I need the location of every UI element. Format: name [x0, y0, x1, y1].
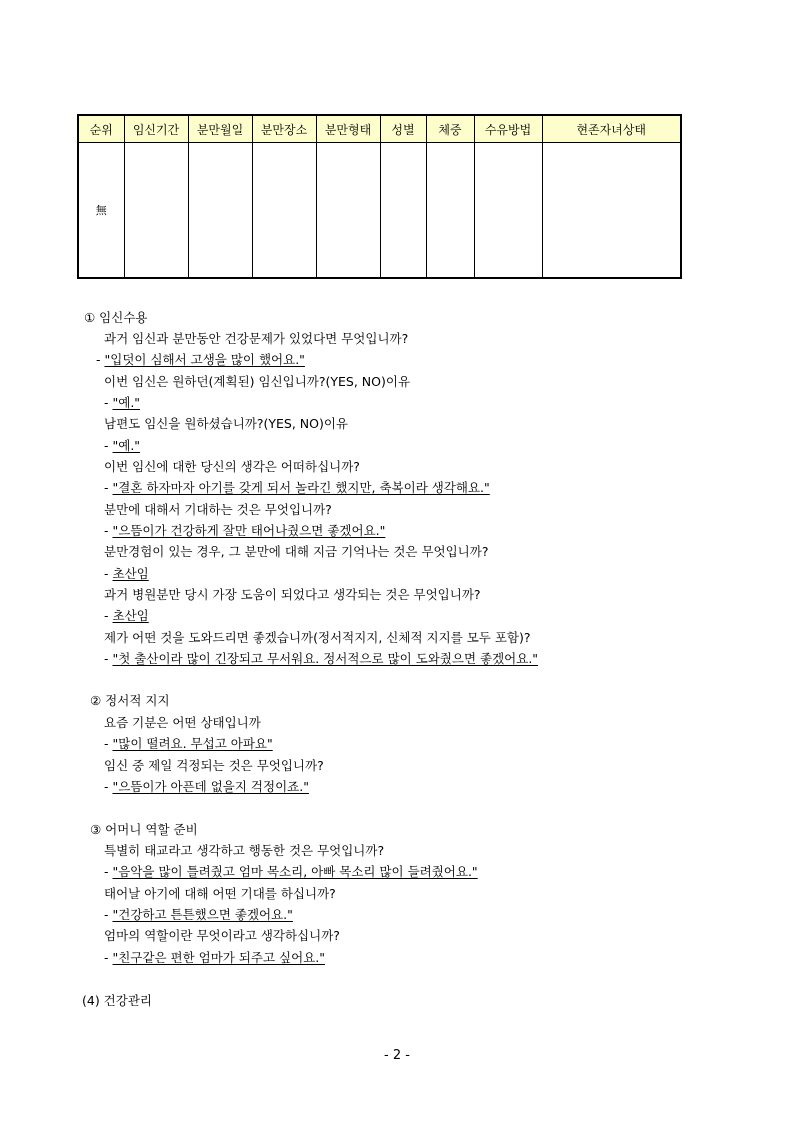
table-cell	[426, 143, 474, 279]
table-cell	[316, 143, 380, 279]
dash: -	[104, 480, 109, 495]
col-header-feeding-method: 수유방법	[474, 115, 542, 143]
dash: -	[104, 779, 109, 794]
table-cell	[474, 143, 542, 279]
answer-text: "친구같은 편한 엄마가 되주고 싶어요."	[112, 950, 325, 965]
col-header-children-status: 현존자녀상태	[542, 115, 681, 143]
answer-text: "예."	[112, 395, 141, 410]
col-header-delivery-type: 분만형태	[316, 115, 380, 143]
answer	[104, 649, 538, 667]
answer-text: "예."	[112, 438, 141, 453]
question: 과거 임신과 분만동안 건강문제가 있었다면 무엇입니까?	[104, 331, 409, 346]
question: 임신 중 제일 걱정되는 것은 무엇입니까?	[104, 758, 324, 773]
col-header-delivery-date: 분만월일	[188, 115, 252, 143]
answer	[104, 948, 325, 966]
table-cell	[124, 143, 188, 279]
table-cell: 無	[78, 143, 124, 279]
answer-text: "음악을 많이 틀려줬고 엄마 목소리, 아빠 목소리 많이 들려줬어요."	[112, 864, 478, 879]
answer-text: "첫 출산이라 많이 긴장되고 무서워요. 정서적으로 많이 도와줬으면 좋겠어요."	[112, 651, 539, 666]
dash: -	[104, 864, 109, 879]
table-cell	[542, 143, 681, 279]
answer	[104, 606, 149, 624]
dash: -	[104, 523, 109, 538]
answer	[104, 478, 490, 496]
question: 이번 임신에 대한 당신의 생각은 어떠하십니까?	[104, 459, 360, 474]
answer-text: "으뜸이가 건강하게 잘만 태어나줬으면 좋겠어요."	[112, 523, 386, 538]
answer-text: "건강하고 튼튼했으면 좋겠어요."	[112, 907, 293, 922]
dash: -	[104, 651, 109, 666]
col-header-delivery-place: 분만장소	[252, 115, 316, 143]
question: 과거 병원분만 당시 가장 도움이 되었다고 생각되는 것은 무엇입니까?	[104, 587, 481, 602]
answer	[104, 564, 149, 582]
dash: -	[104, 438, 109, 453]
table-cell	[380, 143, 426, 279]
answer	[104, 734, 273, 752]
answer	[96, 350, 305, 368]
dash: -	[104, 907, 109, 922]
page-number: - 2 -	[384, 1048, 410, 1063]
question: 특별히 태교라고 생각하고 행동한 것은 무엇입니까?	[104, 843, 385, 858]
answer-text: 초산임	[112, 566, 149, 581]
answer-text: "결혼 하자마자 아기를 갖게 되서 놀라긴 했지만, 축복이라 생각해요."	[112, 480, 490, 495]
question: 엄마의 역할이란 무엇이라고 생각하십니까?	[104, 928, 340, 943]
answer-text: "으뜸이가 아픈데 없을지 걱정이죠."	[112, 779, 309, 794]
dash: -	[104, 736, 109, 751]
answer	[104, 777, 309, 795]
dash: -	[104, 950, 109, 965]
answer	[104, 905, 293, 923]
section-title-mother-role: ③ 어머니 역할 준비	[90, 822, 198, 837]
table-row	[78, 143, 681, 279]
table-cell	[252, 143, 316, 279]
dash: -	[104, 566, 109, 581]
question: 이번 임신은 원하던(계획된) 임신입니까?(YES, NO)이유	[104, 374, 411, 389]
table-cell	[188, 143, 252, 279]
answer	[104, 521, 385, 539]
question: 태어날 아기에 대해 어떤 기대를 하십니까?	[104, 886, 336, 901]
answer-text: 초산임	[112, 608, 149, 623]
question: 분만에 대해서 기대하는 것은 무엇입니까?	[104, 502, 332, 517]
answer	[104, 862, 478, 880]
question: 남편도 임신을 원하셨습니까?(YES, NO)이유	[104, 416, 348, 431]
section-title-pregnancy-acceptance: ① 임신수용	[84, 310, 148, 325]
dash: -	[104, 395, 109, 410]
answer-text: "입덧이 심해서 고생을 많이 했어요."	[104, 352, 305, 367]
answer	[104, 393, 140, 411]
question: 분만경험이 있는 경우, 그 분만에 대해 지금 기억나는 것은 무엇입니까?	[104, 544, 489, 559]
col-header-sex: 성별	[380, 115, 426, 143]
answer	[104, 436, 140, 454]
section-title-emotional-support: ② 정서적 지지	[90, 693, 170, 708]
col-header-pregnancy-period: 임신기간	[124, 115, 188, 143]
section-title-health-management: (4) 건강관리	[82, 993, 152, 1008]
col-header-weight: 체중	[426, 115, 474, 143]
question: 제가 어떤 것을 도와드리면 좋겠습니까(정서적지지, 신체적 지지를 모두 포함)?	[104, 630, 531, 645]
dash: -	[96, 352, 101, 367]
pregnancy-history-table	[77, 114, 682, 279]
answer-text: "많이 떨려요. 무섭고 아파요"	[112, 736, 273, 751]
col-header-rank: 순위	[78, 115, 124, 143]
dash: -	[104, 608, 109, 623]
question: 요즘 기분은 어떤 상태입니까	[104, 715, 261, 730]
